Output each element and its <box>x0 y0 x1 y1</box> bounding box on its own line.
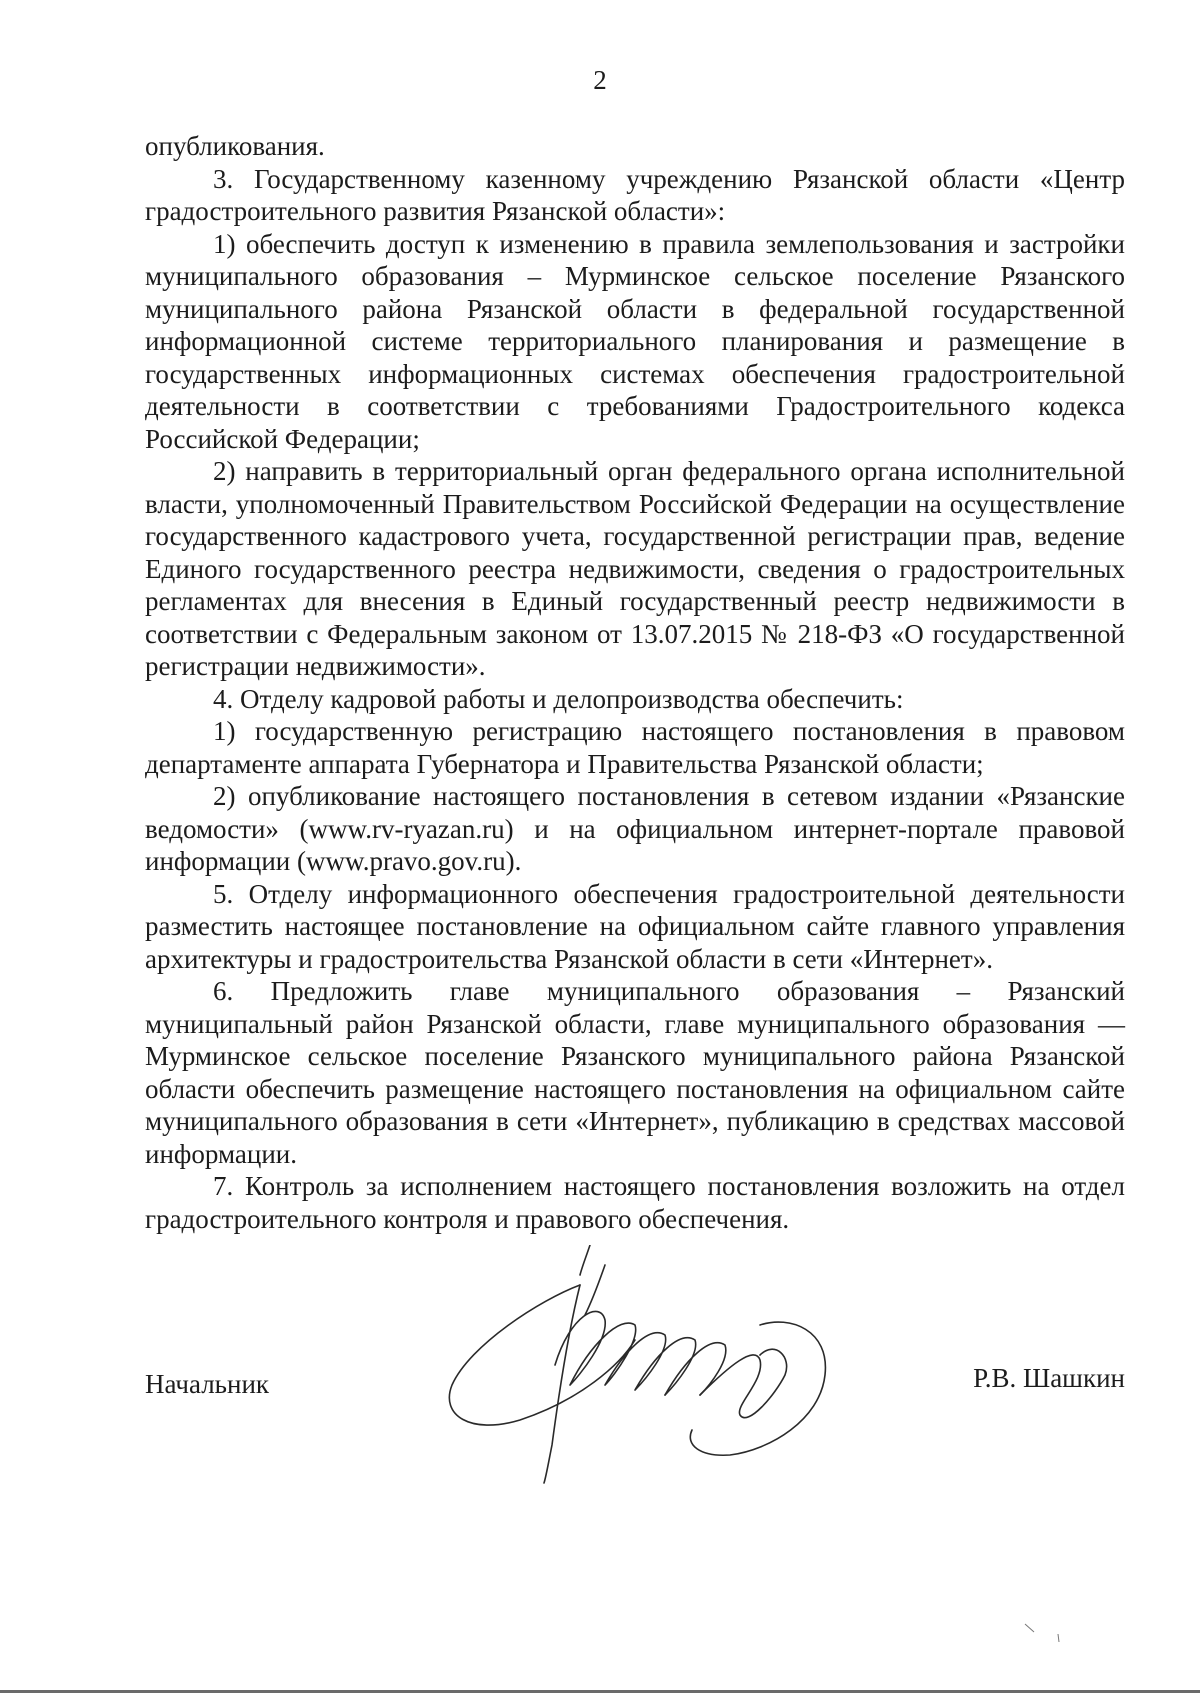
handwritten-signature <box>430 1245 880 1485</box>
page-bottom-edge <box>0 1690 1200 1693</box>
paragraph-item-3-1: 1) обеспечить доступ к изменению в правила землепользования и застройки муниципального образования – Мурминское сельское поселение Рязанского муниципального района Рязанской области в федеральной государственной информационной системе территориального планирования и размещение в государственных информационных системах обеспечения градостроительной деятельности в соответствии с требованиями Градостроительного кодекса Российской Федерации; <box>145 228 1125 454</box>
paragraph-continuation: опубликования. <box>145 131 325 161</box>
paragraph-item-7: 7. Контроль за исполнением настоящего постановления возложить на отдел градостроительного контроля и правового обеспечения. <box>145 1171 1125 1234</box>
paragraph-item-4-2: 2) опубликование настоящего постановления в сетевом издании «Рязанские ведомости» (www.rv-ryazan.ru) и на официальном интернет-портале правовой информации (www.pravo.gov.ru). <box>145 781 1125 876</box>
paragraph-item-4: 4. Отделу кадровой работы и делопроизводства обеспечить: <box>213 683 904 714</box>
document-body <box>145 130 1125 1235</box>
page-number: 2 <box>593 65 607 95</box>
paragraph-item-6: 6. Предложить главе муниципального образования – Рязанский муниципальный район Рязанской области, главе муниципального образования — Мурминское сельское поселение Рязанского муниципального района Рязанской области обеспечить размещение настоящего постановления на официальном сайте муниципального образования в сети «Интернет», публикацию в средствах массовой информации. <box>145 976 1125 1169</box>
paragraph-item-5: 5. Отделу информационного обеспечения градостроительной деятельности разместить настоящее постановление на официальном сайте главного управления архитектуры и градостроительства Рязанской области в сети «Интернет». <box>145 878 1125 974</box>
paragraph-item-3-2: 2) направить в территориальный орган федерального органа исполнительной власти, уполномоченный Правительством Российской Федерации на осуществление государственного кадастрового учета, государственной регистрации прав, ведение Единого государственного реестра недвижимости, сведения о градостроительных регламентах для внесения в Единый государственный реестр недвижимости в соответствии с Федеральным законом от 13.07.2015 № 218-ФЗ «О государственной регистрации недвижимости». <box>145 456 1125 681</box>
signatory-name: Р.В. Шашкин <box>973 1363 1125 1393</box>
paragraph-item-3: 3. Государственному казенному учреждению Рязанской области «Центр градостроительного развития Рязанской области»: <box>145 163 1125 226</box>
scan-artifact <box>1020 1620 1080 1650</box>
paragraph-item-4-1: 1) государственную регистрацию настоящего постановления в правовом департаменте аппарата Губернатора и Правительства Рязанской области; <box>145 716 1125 779</box>
signatory-position: Начальник <box>145 1369 270 1399</box>
